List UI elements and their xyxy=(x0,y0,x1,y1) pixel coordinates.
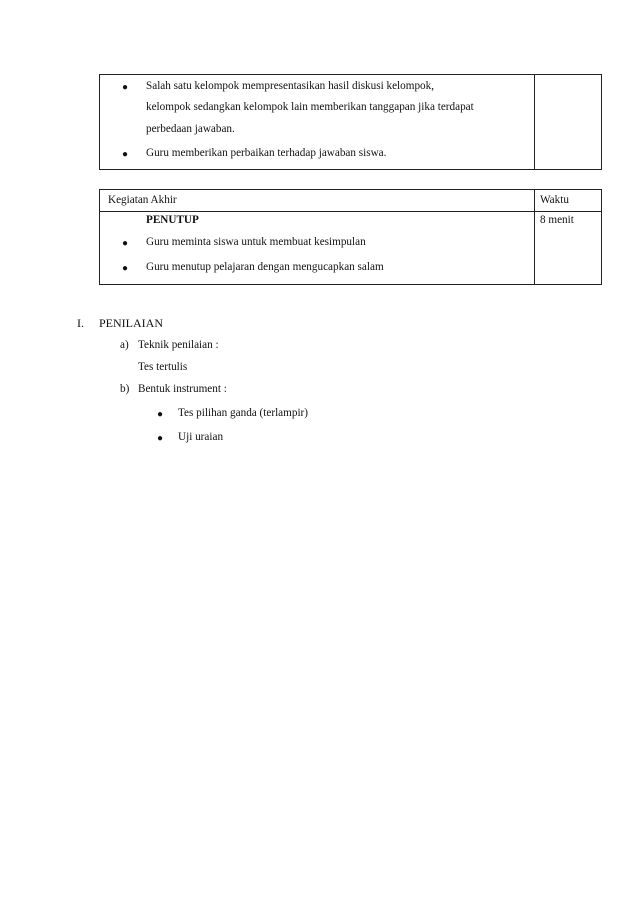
activity-text: Salah satu kelompok mempresentasikan hasil diskusi kelompok, xyxy=(146,80,435,92)
item-label: Bentuk instrument : xyxy=(138,383,227,395)
closing-item: Guru meminta siswa untuk membuat kesimpulan xyxy=(146,236,366,248)
activity-table-continued xyxy=(99,74,602,170)
item-marker: a) xyxy=(120,339,129,351)
section-title: PENUTUP xyxy=(146,214,199,226)
item-value: Tes tertulis xyxy=(138,361,188,373)
section-heading: PENILAIAN xyxy=(99,316,163,330)
closing-item: Guru menutup pelajaran dengan mengucapkan salam xyxy=(146,261,384,273)
time-cell xyxy=(535,75,602,170)
instrument-item: Tes pilihan ganda (terlampir) xyxy=(178,407,308,419)
bullet-icon: ● xyxy=(122,82,129,93)
header-activity-label: Kegiatan Akhir xyxy=(108,194,177,206)
instrument-item: Uji uraian xyxy=(178,431,224,443)
activity-line: kelompok sedangkan kelompok lain memberikan tanggapan jika terdapat xyxy=(146,101,474,113)
bullet-icon: ● xyxy=(122,263,129,274)
item-marker: b) xyxy=(120,383,130,395)
bullet-icon: ● xyxy=(122,238,129,249)
bullet-icon: ● xyxy=(157,409,164,420)
activity-line: Guru memberikan perbaikan terhadap jawaban siswa. xyxy=(146,147,387,159)
closing-time-cell xyxy=(535,212,602,285)
time-value: 8 menit xyxy=(540,214,574,226)
activity-line: perbedaan jawaban. xyxy=(146,123,235,135)
bullet-icon: ● xyxy=(122,149,129,160)
closing-activity-cell xyxy=(100,212,535,285)
section-numeral: I. xyxy=(77,316,84,330)
item-label: Teknik penilaian : xyxy=(138,339,219,351)
header-activity-cell xyxy=(100,190,535,212)
activity-line xyxy=(146,80,526,92)
header-time-cell xyxy=(535,190,602,212)
activity-cell xyxy=(100,75,535,170)
bullet-icon: ● xyxy=(157,433,164,444)
header-time-label: Waktu xyxy=(540,194,569,206)
closing-activity-table xyxy=(99,189,602,285)
